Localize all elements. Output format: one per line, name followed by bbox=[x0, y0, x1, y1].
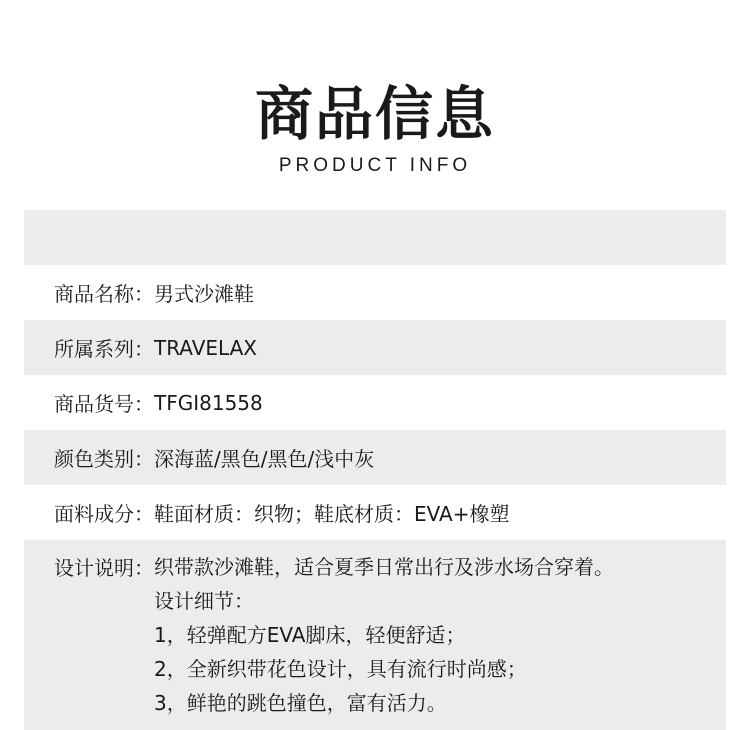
row-item-number bbox=[24, 375, 726, 430]
table-header-band bbox=[24, 210, 726, 265]
row-colors bbox=[24, 430, 726, 485]
row-label: 面料成分： bbox=[54, 502, 154, 526]
row-value: 男式沙滩鞋 bbox=[154, 282, 254, 306]
row-value: TFGI81558 bbox=[154, 390, 263, 415]
page-title: 商品信息 bbox=[254, 80, 495, 148]
row-label: 设计说明： bbox=[54, 556, 154, 580]
row-label: 颜色类别： bbox=[54, 447, 154, 471]
design-line: 3，鲜艳的跳色撞色，富有活力。 bbox=[154, 691, 447, 715]
design-line: 织带款沙滩鞋，适合夏季日常出行及涉水场合穿着。 bbox=[154, 555, 614, 579]
row-label: 商品名称： bbox=[54, 282, 154, 306]
row-value: TRAVELAX bbox=[154, 335, 258, 360]
row-value: 鞋面材质：织物；鞋底材质：EVA+橡塑 bbox=[154, 502, 510, 526]
design-line: 设计细节： bbox=[154, 589, 254, 613]
design-line: 2，全新织带花色设计，具有流行时尚感； bbox=[154, 657, 527, 681]
design-lines bbox=[154, 552, 614, 722]
page-subtitle: PRODUCT INFO bbox=[278, 155, 472, 176]
row-series bbox=[24, 320, 726, 375]
product-info-table bbox=[24, 210, 726, 730]
row-label: 所属系列： bbox=[54, 337, 154, 361]
row-product-name bbox=[24, 265, 726, 320]
row-design-notes bbox=[24, 540, 726, 730]
row-materials bbox=[24, 485, 726, 540]
row-value: 深海蓝/黑色/黑色/浅中灰 bbox=[154, 447, 375, 471]
design-line: 1，轻弹配方EVA脚床，轻便舒适； bbox=[154, 623, 466, 647]
row-label: 商品货号： bbox=[54, 392, 154, 416]
